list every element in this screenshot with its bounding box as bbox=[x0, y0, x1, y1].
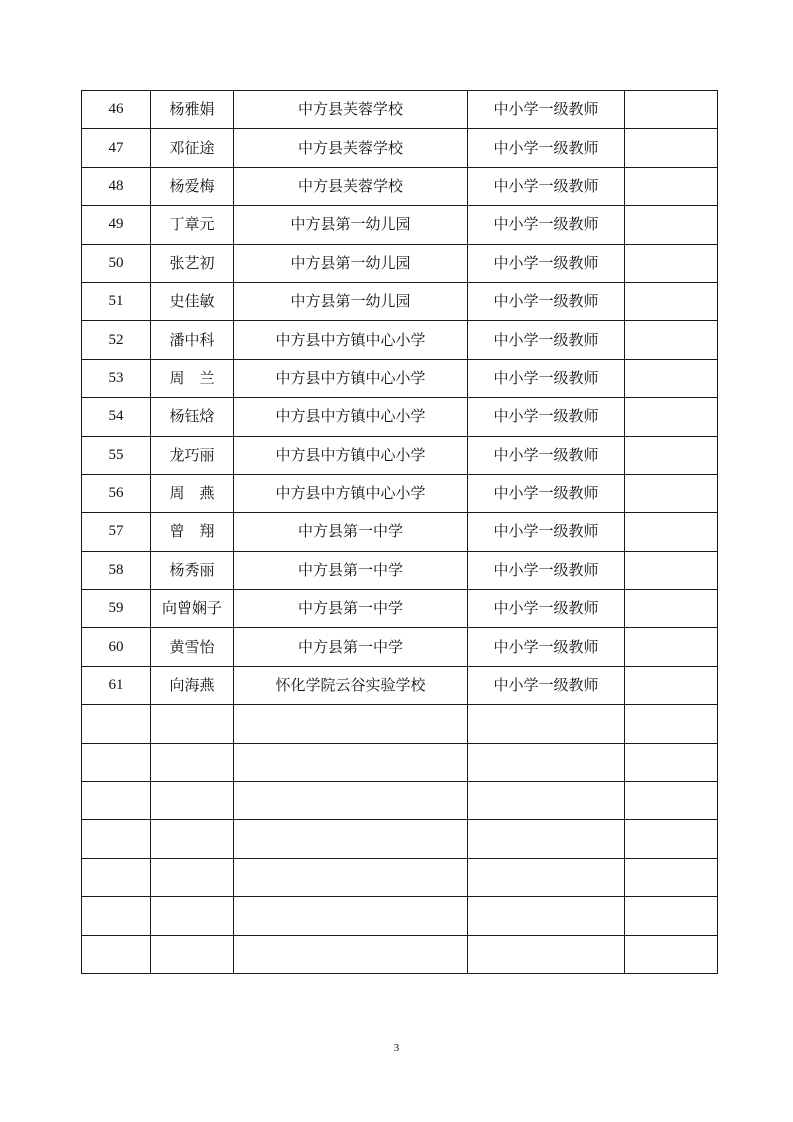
teacher-name: 周 兰 bbox=[151, 359, 234, 397]
professional-title bbox=[468, 705, 625, 743]
school-name bbox=[234, 705, 468, 743]
school-name bbox=[234, 897, 468, 935]
teacher-name: 杨爱梅 bbox=[151, 167, 234, 205]
professional-title: 中小学一级教师 bbox=[468, 282, 625, 320]
school-name: 中方县第一中学 bbox=[234, 590, 468, 628]
remark-cell bbox=[625, 282, 718, 320]
teacher-name: 向海燕 bbox=[151, 666, 234, 704]
row-number: 53 bbox=[82, 359, 151, 397]
table-row bbox=[82, 167, 718, 205]
table-row bbox=[82, 513, 718, 551]
school-name: 中方县第一幼儿园 bbox=[234, 244, 468, 282]
professional-title: 中小学一级教师 bbox=[468, 129, 625, 167]
table-row bbox=[82, 705, 718, 743]
teacher-name bbox=[151, 782, 234, 820]
school-name: 中方县中方镇中心小学 bbox=[234, 474, 468, 512]
school-name: 中方县中方镇中心小学 bbox=[234, 398, 468, 436]
school-name: 中方县芙蓉学校 bbox=[234, 167, 468, 205]
professional-title bbox=[468, 820, 625, 858]
professional-title: 中小学一级教师 bbox=[468, 244, 625, 282]
table-row bbox=[82, 628, 718, 666]
school-name: 中方县第一幼儿园 bbox=[234, 206, 468, 244]
remark-cell bbox=[625, 782, 718, 820]
remark-cell bbox=[625, 167, 718, 205]
school-name bbox=[234, 858, 468, 896]
table-row bbox=[82, 551, 718, 589]
remark-cell bbox=[625, 590, 718, 628]
teacher-name: 杨雅娟 bbox=[151, 91, 234, 129]
professional-title bbox=[468, 935, 625, 973]
table-row bbox=[82, 359, 718, 397]
professional-title bbox=[468, 782, 625, 820]
remark-cell bbox=[625, 436, 718, 474]
teacher-name bbox=[151, 705, 234, 743]
teacher-name: 丁章元 bbox=[151, 206, 234, 244]
teacher-name: 杨钰焓 bbox=[151, 398, 234, 436]
school-name: 中方县芙蓉学校 bbox=[234, 129, 468, 167]
row-number bbox=[82, 743, 151, 781]
professional-title: 中小学一级教师 bbox=[468, 91, 625, 129]
page-number: 3 bbox=[393, 1042, 400, 1054]
table-row bbox=[82, 206, 718, 244]
school-name: 中方县中方镇中心小学 bbox=[234, 321, 468, 359]
roster-table bbox=[81, 90, 718, 974]
table-row bbox=[82, 820, 718, 858]
row-number: 57 bbox=[82, 513, 151, 551]
table-row bbox=[82, 282, 718, 320]
teacher-name bbox=[151, 897, 234, 935]
row-number: 50 bbox=[82, 244, 151, 282]
professional-title: 中小学一级教师 bbox=[468, 590, 625, 628]
table-row bbox=[82, 935, 718, 973]
remark-cell bbox=[625, 858, 718, 896]
professional-title bbox=[468, 858, 625, 896]
school-name bbox=[234, 820, 468, 858]
row-number: 60 bbox=[82, 628, 151, 666]
professional-title bbox=[468, 743, 625, 781]
teacher-name bbox=[151, 820, 234, 858]
professional-title: 中小学一级教师 bbox=[468, 359, 625, 397]
teacher-name: 张艺初 bbox=[151, 244, 234, 282]
teacher-name: 龙巧丽 bbox=[151, 436, 234, 474]
remark-cell bbox=[625, 628, 718, 666]
row-number: 52 bbox=[82, 321, 151, 359]
professional-title: 中小学一级教师 bbox=[468, 474, 625, 512]
teacher-name bbox=[151, 743, 234, 781]
remark-cell bbox=[625, 321, 718, 359]
table-row bbox=[82, 897, 718, 935]
remark-cell bbox=[625, 897, 718, 935]
remark-cell bbox=[625, 935, 718, 973]
remark-cell bbox=[625, 551, 718, 589]
remark-cell bbox=[625, 91, 718, 129]
row-number bbox=[82, 935, 151, 973]
remark-cell bbox=[625, 513, 718, 551]
row-number: 47 bbox=[82, 129, 151, 167]
school-name bbox=[234, 743, 468, 781]
row-number: 51 bbox=[82, 282, 151, 320]
professional-title: 中小学一级教师 bbox=[468, 436, 625, 474]
remark-cell bbox=[625, 206, 718, 244]
row-number bbox=[82, 782, 151, 820]
teacher-name: 潘中科 bbox=[151, 321, 234, 359]
professional-title bbox=[468, 897, 625, 935]
remark-cell bbox=[625, 705, 718, 743]
professional-title: 中小学一级教师 bbox=[468, 551, 625, 589]
row-number: 46 bbox=[82, 91, 151, 129]
teacher-name bbox=[151, 858, 234, 896]
remark-cell bbox=[625, 359, 718, 397]
school-name: 中方县第一中学 bbox=[234, 551, 468, 589]
school-name: 中方县中方镇中心小学 bbox=[234, 436, 468, 474]
row-number bbox=[82, 897, 151, 935]
school-name: 中方县中方镇中心小学 bbox=[234, 359, 468, 397]
row-number: 61 bbox=[82, 666, 151, 704]
table-row bbox=[82, 398, 718, 436]
table-row bbox=[82, 129, 718, 167]
professional-title: 中小学一级教师 bbox=[468, 628, 625, 666]
teacher-name: 邓征途 bbox=[151, 129, 234, 167]
remark-cell bbox=[625, 129, 718, 167]
row-number: 56 bbox=[82, 474, 151, 512]
remark-cell bbox=[625, 398, 718, 436]
remark-cell bbox=[625, 666, 718, 704]
row-number: 49 bbox=[82, 206, 151, 244]
remark-cell bbox=[625, 743, 718, 781]
row-number: 59 bbox=[82, 590, 151, 628]
table-row bbox=[82, 474, 718, 512]
table-row bbox=[82, 244, 718, 282]
row-number bbox=[82, 705, 151, 743]
professional-title: 中小学一级教师 bbox=[468, 206, 625, 244]
teacher-name: 向曾娴子 bbox=[151, 590, 234, 628]
school-name bbox=[234, 935, 468, 973]
school-name: 中方县第一中学 bbox=[234, 628, 468, 666]
row-number bbox=[82, 858, 151, 896]
remark-cell bbox=[625, 474, 718, 512]
professional-title: 中小学一级教师 bbox=[468, 398, 625, 436]
school-name: 怀化学院云谷实验学校 bbox=[234, 666, 468, 704]
row-number: 48 bbox=[82, 167, 151, 205]
row-number: 55 bbox=[82, 436, 151, 474]
table-row bbox=[82, 666, 718, 704]
school-name: 中方县第一幼儿园 bbox=[234, 282, 468, 320]
teacher-name bbox=[151, 935, 234, 973]
professional-title: 中小学一级教师 bbox=[468, 167, 625, 205]
table-row bbox=[82, 436, 718, 474]
remark-cell bbox=[625, 244, 718, 282]
school-name bbox=[234, 782, 468, 820]
table-row bbox=[82, 321, 718, 359]
teacher-name: 杨秀丽 bbox=[151, 551, 234, 589]
teacher-name: 曾 翔 bbox=[151, 513, 234, 551]
table-row bbox=[82, 91, 718, 129]
teacher-name: 史佳敏 bbox=[151, 282, 234, 320]
professional-title: 中小学一级教师 bbox=[468, 666, 625, 704]
remark-cell bbox=[625, 820, 718, 858]
school-name: 中方县芙蓉学校 bbox=[234, 91, 468, 129]
row-number: 58 bbox=[82, 551, 151, 589]
table-row bbox=[82, 590, 718, 628]
school-name: 中方县第一中学 bbox=[234, 513, 468, 551]
row-number: 54 bbox=[82, 398, 151, 436]
roster-body bbox=[82, 91, 718, 974]
professional-title: 中小学一级教师 bbox=[468, 321, 625, 359]
professional-title: 中小学一级教师 bbox=[468, 513, 625, 551]
table-row bbox=[82, 782, 718, 820]
teacher-name: 黄雪怡 bbox=[151, 628, 234, 666]
table-row bbox=[82, 743, 718, 781]
row-number bbox=[82, 820, 151, 858]
table-row bbox=[82, 858, 718, 896]
teacher-name: 周 燕 bbox=[151, 474, 234, 512]
